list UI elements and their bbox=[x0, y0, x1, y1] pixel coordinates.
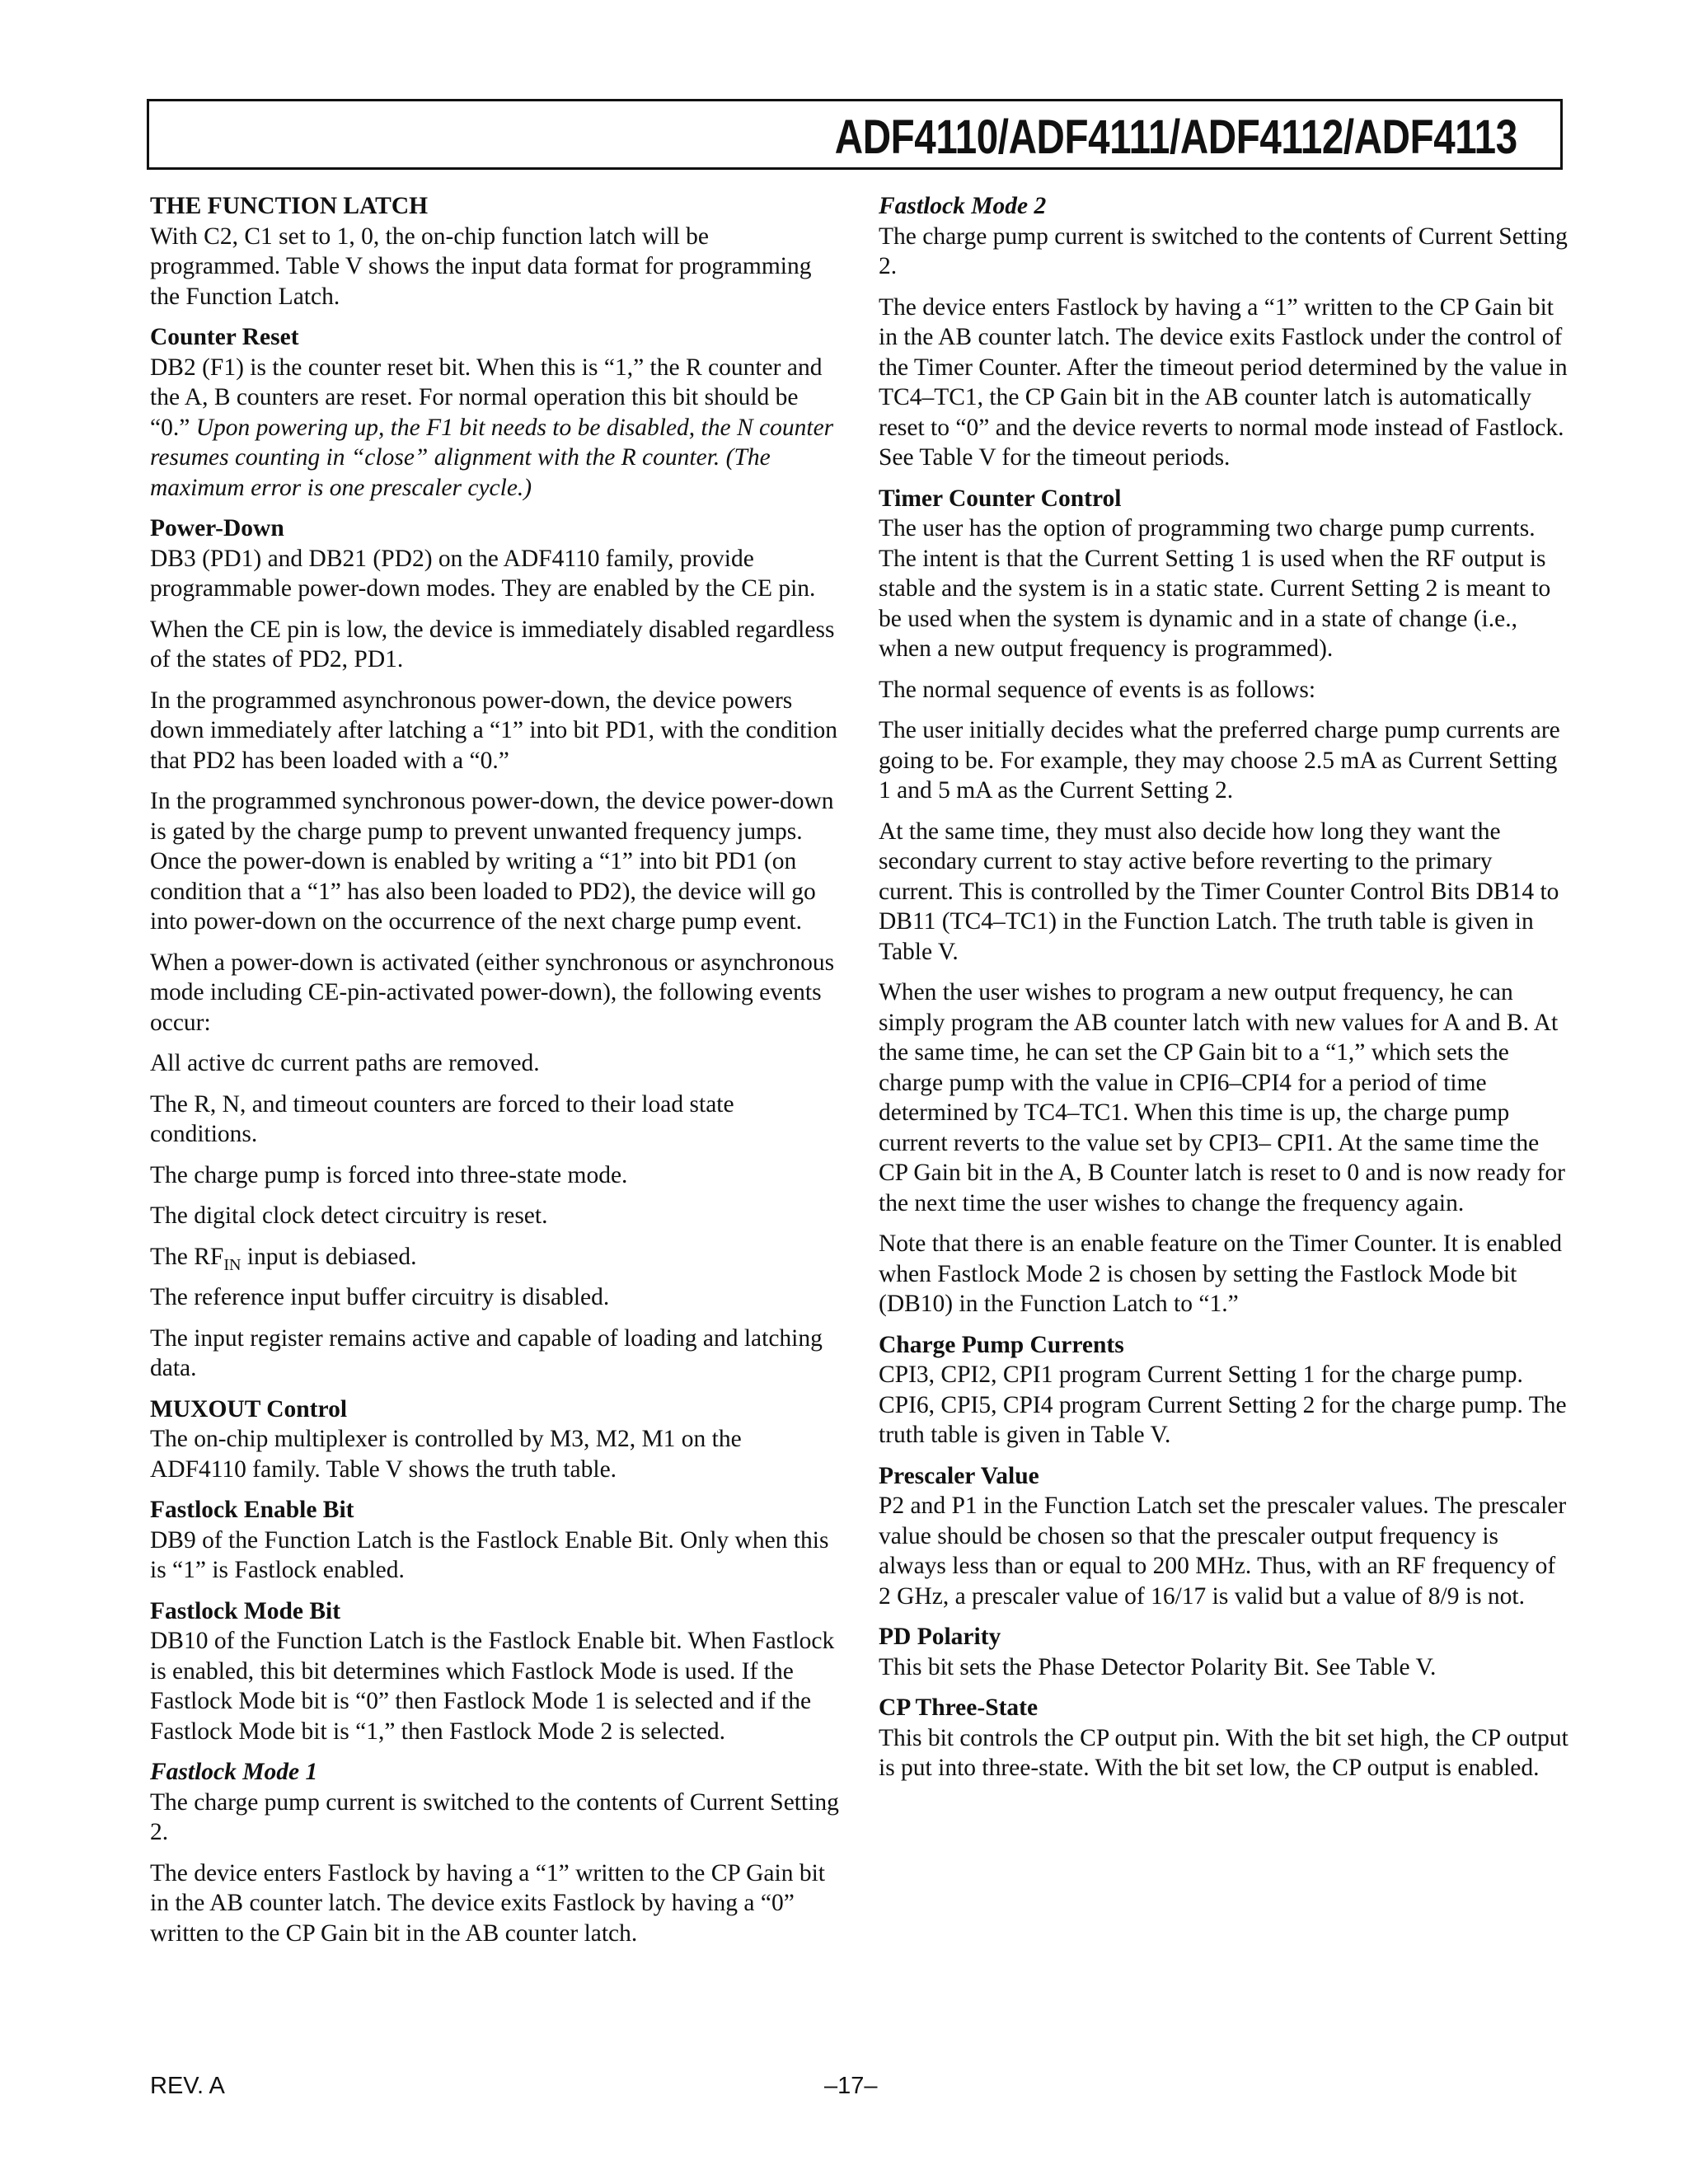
footer-page-number: –17– bbox=[824, 2073, 878, 2099]
heading-timer-counter-control: Timer Counter Control bbox=[879, 485, 1122, 512]
rfin-text-b: input is debiased. bbox=[241, 1243, 417, 1270]
left-column bbox=[150, 191, 842, 1959]
paragraph-power-down-1: DB3 (PD1) and DB21 (PD2) on the ADF4110 family, provide programmable power-down modes. They are enabled by the CE pin. bbox=[150, 545, 816, 602]
header-box bbox=[147, 99, 1563, 170]
paragraph-timer-1: The user has the option of programming two charge pump currents. The intent is that the Current Setting 1 is used when the RF output is stable and the system is in a static state. Current Setting 2 is meant to be used when the system is dynamic and in a state of change (i.e., when a new output frequency is programmed). bbox=[879, 515, 1551, 662]
heading-power-down: Power-Down bbox=[150, 515, 284, 541]
heading-fastlock-mode-1: Fastlock Mode 1 bbox=[150, 1759, 318, 1785]
paragraph-charge-pump-currents: CPI3, CPI2, CPI1 program Current Setting 1 for the charge pump. CPI6, CPI5, CPI4 program Current Setting 2 for the charge pump. The truth table is given in Table V. bbox=[879, 1361, 1567, 1448]
paragraph-timer-3: The user initially decides what the preferred charge pump currents are going to be. For example, they may choose 2.5 mA as Current Setting 1 and 5 mA as the Current Setting 2. bbox=[879, 717, 1560, 804]
document-title: ADF4110/ADF4111/ADF4112/ADF4113 bbox=[834, 110, 1517, 164]
heading-counter-reset: Counter Reset bbox=[150, 324, 299, 350]
paragraph-fastlock-mode-2-b: The device enters Fastlock by having a “1” written to the CP Gain bit in the AB counter latch. The device exits Fastlock under the control of the Timer Counter. After the timeout period determined by the value in TC4–TC1, the CP Gain bit in the AB counter latch is automatically reset to “0” and the device reverts to normal mode instead of Fastlock. See Table V for the timeout periods. bbox=[879, 293, 1568, 471]
paragraph-fastlock-enable-bit: DB9 of the Function Latch is the Fastlock Enable Bit. Only when this is “1” is Fastlock enabled. bbox=[150, 1526, 829, 1583]
paragraph-power-down-4: In the programmed synchronous power-down, the device power-down is gated by the charge pump to prevent unwanted frequency jumps. Once the power-down is enabled by writing a “1” into bit PD1 (on condition that a “1” has also been loaded to PD2), the device will go into power-down on the occurrence of the next charge pump event. bbox=[150, 788, 834, 935]
paragraph-fastlock-mode-1-b: The device enters Fastlock by having a “1” written to the CP Gain bit in the AB counter latch. The device exits Fastlock by having a “0” written to the CP Gain bit in the AB counter latch. bbox=[150, 1859, 825, 1947]
paragraph-timer-2: The normal sequence of events is as follows: bbox=[879, 676, 1316, 703]
paragraph-counter-reset bbox=[150, 353, 842, 504]
paragraph-fastlock-mode-bit: DB10 of the Function Latch is the Fastlock Enable bit. When Fastlock is enabled, this bit determines which Fastlock Mode is used. If the Fastlock Mode bit is “0” then Fastlock Mode 1 is selected and if the Fastlock Mode bit is “1,” then Fastlock Mode 2 is selected. bbox=[150, 1628, 835, 1745]
counter-reset-italic-note: Upon powering up, the F1 bit needs to be disabled, the N counter resumes counting in “close” alignment with the R counter. (The maximum error is one prescaler cycle.) bbox=[150, 414, 834, 501]
right-column bbox=[879, 191, 1571, 1794]
heading-pd-polarity: PD Polarity bbox=[879, 1624, 1001, 1650]
paragraph-power-down-7: The R, N, and timeout counters are forced to their load state conditions. bbox=[150, 1090, 734, 1147]
section-title-function-latch: THE FUNCTION LATCH bbox=[150, 193, 429, 219]
heading-fastlock-mode-2: Fastlock Mode 2 bbox=[879, 193, 1047, 219]
heading-charge-pump-currents: Charge Pump Currents bbox=[879, 1331, 1124, 1358]
heading-muxout-control: MUXOUT Control bbox=[150, 1395, 348, 1422]
paragraph-power-down-3: In the programmed asynchronous power-down, the device powers down immediately after latching a “1” into bit PD1, with the condition that PD2 has been loaded with a “0.” bbox=[150, 687, 838, 774]
paragraph-cp-three-state: This bit controls the CP output pin. With the bit set high, the CP output is put into three-state. With the bit set low, the CP output is enabled. bbox=[879, 1724, 1568, 1781]
paragraph-power-down-6: All active dc current paths are removed. bbox=[150, 1050, 540, 1076]
paragraph-power-down-9: The digital clock detect circuitry is reset. bbox=[150, 1202, 548, 1229]
paragraph-intro: With C2, C1 set to 1, 0, the on-chip function latch will be programmed. Table V shows the input data format for programming the Function Latch. bbox=[150, 223, 812, 310]
footer-revision: REV. A bbox=[150, 2073, 225, 2099]
paragraph-prescaler-value: P2 and P1 in the Function Latch set the prescaler values. The prescaler value should be chosen so that the prescaler output frequency is always less than or equal to 200 MHz. Thus, with an RF frequency of 2 GHz, a prescaler value of 16/17 is valid but a value of 8/9 is not. bbox=[879, 1493, 1567, 1610]
paragraph-fastlock-mode-1-a: The charge pump current is switched to the contents of Current Setting 2. bbox=[150, 1788, 839, 1845]
paragraph-power-down-10 bbox=[150, 1242, 842, 1272]
paragraph-fastlock-mode-2-a: The charge pump current is switched to the contents of Current Setting 2. bbox=[879, 223, 1568, 279]
paragraph-timer-6: Note that there is an enable feature on the Timer Counter. It is enabled when Fastlock Mode 2 is chosen by setting the Fastlock Mode bit (DB10) in the Function Latch to “1.” bbox=[879, 1230, 1563, 1317]
paragraph-timer-4: At the same time, they must also decide how long they want the secondary current to stay active before reverting to the primary current. This is controlled by the Timer Counter Control Bits DB14 to DB11 (TC4–TC1) in the Function Latch. The truth table is given in Table V. bbox=[879, 818, 1559, 965]
rfin-text-a: The RF bbox=[150, 1243, 224, 1270]
paragraph-timer-5: When the user wishes to program a new output frequency, he can simply program the AB counter latch with new values for A and B. At the same time, he can set the CP Gain bit to a “1,” which sets the charge pump with the value in CPI6–CPI4 for a period of time determined by TC4–TC1. When this time is up, the charge pump current reverts to the value set by CPI3– CPI1. At the same time the CP Gain bit in the A, B Counter latch is reset to 0 and is now ready for the next time the user wishes to change the frequency again. bbox=[879, 979, 1565, 1216]
heading-fastlock-mode-bit: Fastlock Mode Bit bbox=[150, 1597, 341, 1624]
paragraph-muxout: The on-chip multiplexer is controlled by M3, M2, M1 on the ADF4110 family. Table V shows the truth table. bbox=[150, 1426, 742, 1483]
heading-prescaler-value: Prescaler Value bbox=[879, 1462, 1039, 1489]
rfin-subscript: IN bbox=[223, 1255, 241, 1274]
paragraph-power-down-12: The input register remains active and capable of loading and latching data. bbox=[150, 1324, 823, 1381]
paragraph-pd-polarity: This bit sets the Phase Detector Polarity Bit. See Table V. bbox=[879, 1653, 1437, 1680]
heading-fastlock-enable-bit: Fastlock Enable Bit bbox=[150, 1497, 354, 1523]
heading-cp-three-state: CP Three-State bbox=[879, 1694, 1039, 1721]
paragraph-power-down-11: The reference input buffer circuitry is disabled. bbox=[150, 1284, 610, 1310]
paragraph-power-down-5: When a power-down is activated (either synchronous or asynchronous mode including CE-pin-activated power-down), the following events occur: bbox=[150, 949, 835, 1036]
counter-reset-text: DB2 (F1) is the counter reset bit. When this is “1,” the R counter and the A, B counters are reset. For normal operation this bit should be “0.” bbox=[150, 354, 823, 441]
paragraph-power-down-2: When the CE pin is low, the device is immediately disabled regardless of the states of PD2, PD1. bbox=[150, 616, 835, 673]
paragraph-power-down-8: The charge pump is forced into three-state mode. bbox=[150, 1161, 628, 1188]
